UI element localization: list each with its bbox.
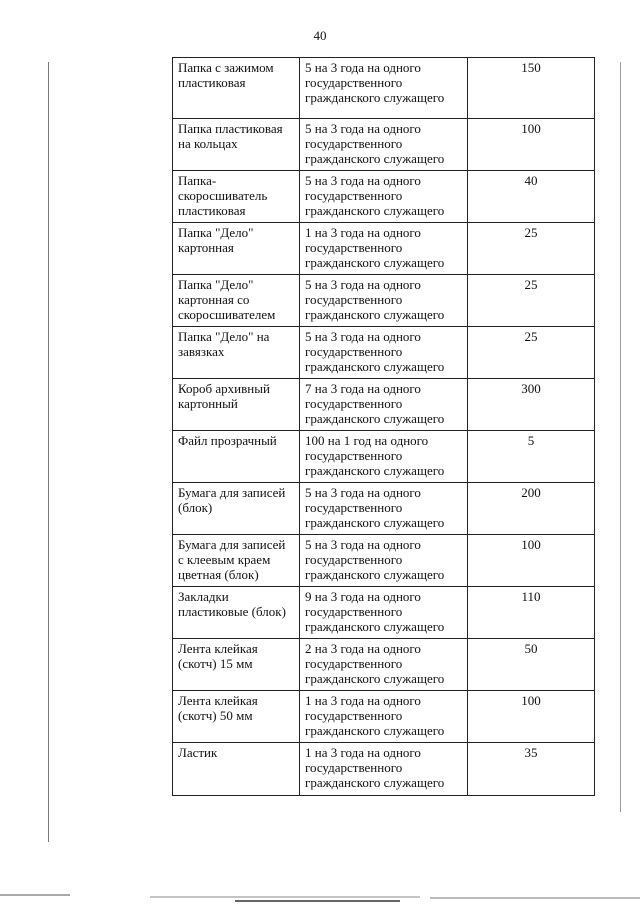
quantity-cell: 25	[468, 223, 595, 275]
item-name-cell: Папка пластиковая на кольцах	[173, 119, 300, 171]
norm-cell: 5 на 3 года на одного государственного гражданского служащего	[300, 171, 468, 223]
table-row	[173, 743, 595, 796]
norm-cell: 1 на 3 года на одного государственного гражданского служащего	[300, 691, 468, 743]
quantity-cell: 100	[468, 119, 595, 171]
item-name-cell: Лента клейкая (скотч) 15 мм	[173, 639, 300, 691]
table-row	[173, 275, 595, 327]
item-name-cell: Папка "Дело" картонная	[173, 223, 300, 275]
item-name-cell: Бумага для записей с клеевым краем цветная (блок)	[173, 535, 300, 587]
right-margin-line	[620, 62, 621, 812]
table-row	[173, 327, 595, 379]
norm-cell: 1 на 3 года на одного государственного гражданского служащего	[300, 223, 468, 275]
quantity-cell: 150	[468, 58, 595, 119]
norm-cell: 5 на 3 года на одного государственного гражданского служащего	[300, 483, 468, 535]
quantity-cell: 300	[468, 379, 595, 431]
page-number: 40	[313, 28, 327, 43]
item-name-cell: Папка "Дело" картонная со скоросшивателем	[173, 275, 300, 327]
item-name-cell: Короб архивный картонный	[173, 379, 300, 431]
item-name-cell: Папка "Дело" на завязках	[173, 327, 300, 379]
table-row	[173, 223, 595, 275]
quantity-cell: 110	[468, 587, 595, 639]
quantity-cell: 40	[468, 171, 595, 223]
table-row	[173, 379, 595, 431]
table-row	[173, 535, 595, 587]
table-row	[173, 587, 595, 639]
norm-cell: 5 на 3 года на одного государственного гражданского служащего	[300, 58, 468, 119]
item-name-cell: Лента клейкая (скотч) 50 мм	[173, 691, 300, 743]
quantity-cell: 5	[468, 431, 595, 483]
supplies-norms-table	[172, 57, 595, 796]
norm-cell: 5 на 3 года на одного государственного гражданского служащего	[300, 535, 468, 587]
table-row	[173, 639, 595, 691]
quantity-cell: 100	[468, 691, 595, 743]
norm-cell: 100 на 1 год на одного государственного гражданского служащего	[300, 431, 468, 483]
quantity-cell: 50	[468, 639, 595, 691]
table-row	[173, 431, 595, 483]
quantity-cell: 25	[468, 275, 595, 327]
item-name-cell: Файл прозрачный	[173, 431, 300, 483]
item-name-cell: Ластик	[173, 743, 300, 796]
table-row	[173, 58, 595, 119]
norm-cell: 1 на 3 года на одного государственного гражданского служащего	[300, 743, 468, 796]
scan-artifact-lines	[0, 893, 640, 905]
norm-cell: 9 на 3 года на одного государственного гражданского служащего	[300, 587, 468, 639]
norm-cell: 5 на 3 года на одного государственного гражданского служащего	[300, 119, 468, 171]
table-row	[173, 483, 595, 535]
item-name-cell: Папка с зажимом пластиковая	[173, 58, 300, 119]
quantity-cell: 25	[468, 327, 595, 379]
quantity-cell: 35	[468, 743, 595, 796]
item-name-cell: Закладки пластиковые (блок)	[173, 587, 300, 639]
table-row	[173, 119, 595, 171]
table-row	[173, 171, 595, 223]
table-row	[173, 691, 595, 743]
norm-cell: 2 на 3 года на одного государственного гражданского служащего	[300, 639, 468, 691]
norm-cell: 7 на 3 года на одного государственного гражданского служащего	[300, 379, 468, 431]
quantity-cell: 200	[468, 483, 595, 535]
item-name-cell: Бумага для записей (блок)	[173, 483, 300, 535]
quantity-cell: 100	[468, 535, 595, 587]
left-margin-line	[48, 62, 49, 842]
norm-cell: 5 на 3 года на одного государственного гражданского служащего	[300, 275, 468, 327]
norm-cell: 5 на 3 года на одного государственного гражданского служащего	[300, 327, 468, 379]
item-name-cell: Папка-скоросшиватель пластиковая	[173, 171, 300, 223]
